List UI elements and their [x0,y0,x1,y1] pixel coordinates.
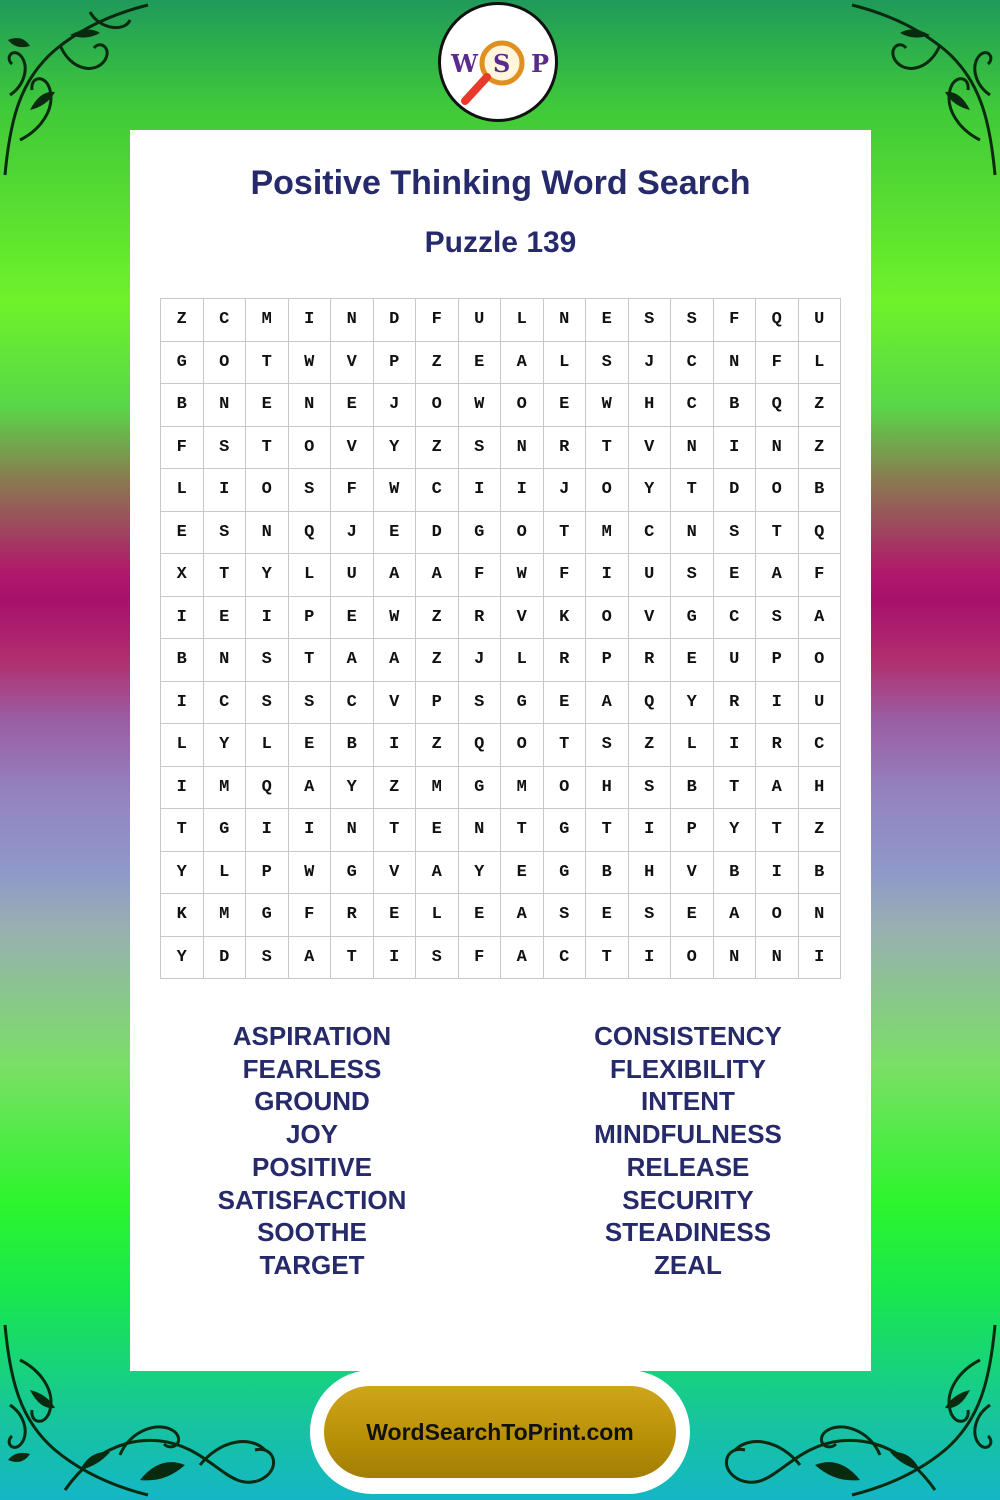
grid-cell[interactable]: B [586,852,629,895]
grid-cell[interactable]: I [374,937,417,980]
grid-cell[interactable]: T [544,724,587,767]
grid-cell[interactable]: O [586,469,629,512]
grid-cell[interactable]: B [331,724,374,767]
grid-cell[interactable]: F [714,299,757,342]
grid-cell[interactable]: P [246,852,289,895]
grid-cell[interactable]: S [544,894,587,937]
wsp-logo[interactable] [438,2,558,122]
grid-cell[interactable]: I [756,682,799,725]
grid-cell[interactable]: Q [629,682,672,725]
grid-cell[interactable]: Y [629,469,672,512]
grid-cell[interactable]: V [501,597,544,640]
grid-cell[interactable]: E [289,724,332,767]
grid-cell[interactable]: O [501,724,544,767]
bottom-scroll-flourish-left [60,1370,290,1500]
grid-cell[interactable]: P [756,639,799,682]
grid-cell[interactable]: L [799,342,842,385]
grid-cell[interactable]: I [161,682,204,725]
grid-cell[interactable]: E [374,894,417,937]
grid-cell[interactable]: E [714,554,757,597]
grid-cell[interactable]: W [289,342,332,385]
grid-cell[interactable]: U [629,554,672,597]
grid-cell[interactable]: A [331,639,374,682]
grid-cell[interactable]: R [544,427,587,470]
grid-cell[interactable]: T [289,639,332,682]
grid-cell[interactable]: G [331,852,374,895]
grid-cell[interactable]: O [756,894,799,937]
grid-cell[interactable]: I [289,809,332,852]
bottom-scroll-flourish-right [710,1370,940,1500]
grid-cell[interactable]: J [374,384,417,427]
grid-cell[interactable]: H [799,767,842,810]
grid-cell[interactable]: N [671,427,714,470]
grid-cell[interactable]: Y [161,937,204,980]
grid-cell[interactable]: Z [416,342,459,385]
grid-cell[interactable]: M [586,512,629,555]
grid-cell[interactable]: Y [374,427,417,470]
grid-cell[interactable]: T [756,512,799,555]
grid-cell[interactable]: S [629,299,672,342]
grid-cell[interactable]: Q [459,724,502,767]
grid-cell[interactable]: F [289,894,332,937]
logo-letter-p: P [531,49,550,78]
grid-cell[interactable]: S [246,682,289,725]
grid-cell[interactable]: T [586,427,629,470]
page-title: Positive Thinking Word Search [250,164,751,202]
grid-cell[interactable]: A [756,554,799,597]
grid-cell[interactable]: W [374,597,417,640]
grid-cell[interactable]: N [714,342,757,385]
grid-cell[interactable]: T [586,809,629,852]
grid-cell[interactable]: N [289,384,332,427]
grid-cell[interactable]: I [501,469,544,512]
grid-cell[interactable]: R [756,724,799,767]
grid-cell[interactable]: Y [161,852,204,895]
grid-cell[interactable]: Z [416,639,459,682]
grid-cell[interactable]: N [246,512,289,555]
grid-cell[interactable]: Z [799,384,842,427]
grid-cell[interactable]: I [714,724,757,767]
grid-cell[interactable]: V [671,852,714,895]
grid-cell[interactable]: O [416,384,459,427]
puzzle-number: Puzzle 139 [424,226,577,259]
grid-cell[interactable]: M [246,299,289,342]
grid-cell[interactable]: S [756,597,799,640]
grid-cell[interactable]: P [671,809,714,852]
grid-cell[interactable]: J [459,639,502,682]
grid-cell[interactable]: E [459,342,502,385]
grid-cell[interactable]: B [799,469,842,512]
grid-cell[interactable]: F [544,554,587,597]
grid-cell[interactable]: U [799,682,842,725]
grid-cell[interactable]: Y [204,724,247,767]
grid-cell[interactable]: C [799,724,842,767]
word-list-item: STEADINESS [604,1217,772,1248]
grid-cell[interactable]: S [416,937,459,980]
grid-cell[interactable]: I [799,937,842,980]
grid-cell[interactable]: Z [374,767,417,810]
grid-cell[interactable]: S [246,639,289,682]
grid-cell[interactable]: C [331,682,374,725]
grid-cell[interactable]: Z [416,724,459,767]
grid-cell[interactable]: E [246,384,289,427]
grid-cell[interactable]: C [714,597,757,640]
grid-cell[interactable]: E [416,809,459,852]
grid-cell[interactable]: M [204,894,247,937]
grid-cell[interactable]: S [204,512,247,555]
grid-cell[interactable]: B [161,384,204,427]
grid-cell[interactable]: V [629,597,672,640]
grid-cell[interactable]: Z [416,427,459,470]
grid-cell[interactable]: E [544,384,587,427]
grid-cell[interactable]: L [204,852,247,895]
grid-cell[interactable]: E [671,894,714,937]
grid-cell[interactable]: S [586,724,629,767]
grid-cell[interactable]: W [374,469,417,512]
site-link[interactable]: WordSearchToPrint.com [324,1386,676,1478]
grid-cell[interactable]: Y [246,554,289,597]
grid-cell[interactable]: O [544,767,587,810]
grid-cell[interactable]: G [459,767,502,810]
grid-cell[interactable]: A [799,597,842,640]
grid-cell[interactable]: H [629,384,672,427]
grid-cell[interactable]: S [629,767,672,810]
grid-cell[interactable]: T [544,512,587,555]
grid-cell[interactable]: A [416,554,459,597]
grid-cell[interactable]: L [501,299,544,342]
grid-cell[interactable]: G [671,597,714,640]
grid-cell[interactable]: N [756,427,799,470]
word-list-item: ZEAL [654,1249,722,1280]
grid-cell[interactable]: O [501,384,544,427]
grid-cell[interactable]: Z [629,724,672,767]
grid-cell[interactable]: J [331,512,374,555]
word-list-item: SATISFACTION [217,1184,407,1215]
grid-cell[interactable]: I [161,597,204,640]
grid-cell[interactable]: T [586,937,629,980]
grid-cell[interactable]: M [501,767,544,810]
grid-cell[interactable]: Q [756,384,799,427]
site-banner [310,1370,690,1494]
grid-cell[interactable]: E [459,894,502,937]
grid-cell[interactable]: Q [246,767,289,810]
grid-cell[interactable]: Y [459,852,502,895]
grid-cell[interactable]: N [204,384,247,427]
grid-cell[interactable]: Q [756,299,799,342]
grid-cell[interactable]: F [161,427,204,470]
grid-cell[interactable]: I [629,809,672,852]
grid-cell[interactable]: Y [331,767,374,810]
grid-cell[interactable]: C [671,342,714,385]
grid-cell[interactable]: T [714,767,757,810]
grid-cell[interactable]: E [586,299,629,342]
grid-cell[interactable]: A [374,639,417,682]
word-list-item: SOOTHE [257,1217,367,1248]
grid-cell[interactable]: D [204,937,247,980]
grid-cell[interactable]: T [331,937,374,980]
grid-cell[interactable]: O [586,597,629,640]
word-list-item: CONSISTENCY [594,1021,782,1051]
grid-cell[interactable]: B [161,639,204,682]
grid-cell[interactable]: S [586,342,629,385]
grid-cell[interactable]: E [331,597,374,640]
grid-cell[interactable]: P [289,597,332,640]
word-list-item: RELEASE [626,1151,750,1182]
grid-cell[interactable]: R [714,682,757,725]
grid-cell[interactable]: A [714,894,757,937]
grid-cell[interactable]: J [544,469,587,512]
word-list-item: GROUND [254,1086,370,1117]
grid-cell[interactable]: D [416,512,459,555]
grid-cell[interactable]: T [246,427,289,470]
grid-cell[interactable]: T [671,469,714,512]
grid-cell[interactable]: E [501,852,544,895]
grid-cell[interactable]: A [416,852,459,895]
grid-cell[interactable]: U [459,299,502,342]
grid-cell[interactable]: N [331,809,374,852]
grid-cell[interactable]: N [799,894,842,937]
grid-cell[interactable]: F [799,554,842,597]
word-list-item: FLEXIBILITY [610,1053,766,1084]
grid-cell[interactable]: A [374,554,417,597]
grid-cell[interactable]: A [586,682,629,725]
grid-cell[interactable]: Z [799,427,842,470]
grid-cell[interactable]: N [501,427,544,470]
grid-cell[interactable]: C [671,384,714,427]
grid-cell[interactable]: R [544,639,587,682]
grid-cell[interactable]: S [714,512,757,555]
grid-cell[interactable]: S [671,554,714,597]
grid-cell[interactable]: I [586,554,629,597]
grid-cell[interactable]: I [289,299,332,342]
grid-cell[interactable]: I [204,469,247,512]
word-list-right [538,1020,838,1282]
grid-cell[interactable]: L [161,724,204,767]
grid-cell[interactable]: R [459,597,502,640]
grid-cell[interactable]: F [459,937,502,980]
grid-cell[interactable]: S [671,299,714,342]
grid-cell[interactable]: N [671,512,714,555]
grid-cell[interactable]: Y [714,809,757,852]
grid-cell[interactable]: A [756,767,799,810]
grid-cell[interactable]: N [544,299,587,342]
grid-cell[interactable]: W [586,384,629,427]
grid-cell[interactable]: T [501,809,544,852]
grid-cell[interactable]: T [204,554,247,597]
word-list-item: MINDFULNESS [594,1119,782,1150]
grid-cell[interactable]: I [374,724,417,767]
grid-cell[interactable]: N [331,299,374,342]
grid-cell[interactable]: X [161,554,204,597]
grid-cell[interactable]: A [289,937,332,980]
grid-cell[interactable]: I [459,469,502,512]
grid-cell[interactable]: V [374,682,417,725]
grid-cell[interactable]: W [459,384,502,427]
grid-cell[interactable]: G [501,682,544,725]
grid-cell[interactable]: E [374,512,417,555]
grid-cell[interactable]: G [161,342,204,385]
grid-cell[interactable]: B [714,384,757,427]
grid-cell[interactable]: E [586,894,629,937]
grid-cell[interactable]: N [714,937,757,980]
grid-cell[interactable]: U [331,554,374,597]
grid-cell[interactable]: Q [799,512,842,555]
grid-cell[interactable]: H [586,767,629,810]
grid-cell[interactable]: P [586,639,629,682]
grid-cell[interactable]: T [756,809,799,852]
grid-cell[interactable]: H [629,852,672,895]
grid-cell[interactable]: J [629,342,672,385]
grid-cell[interactable]: G [544,852,587,895]
grid-cell[interactable]: F [459,554,502,597]
word-list-item: ASPIRATION [232,1021,392,1051]
grid-cell[interactable]: G [459,512,502,555]
grid-cell[interactable]: O [204,342,247,385]
grid-cell[interactable]: C [204,299,247,342]
grid-cell[interactable]: O [756,469,799,512]
grid-cell[interactable]: O [501,512,544,555]
grid-cell[interactable]: M [416,767,459,810]
grid-cell[interactable]: N [756,937,799,980]
corner-flourish-top-left [0,0,150,180]
grid-cell[interactable]: E [204,597,247,640]
grid-cell[interactable]: U [714,639,757,682]
grid-cell[interactable]: I [756,852,799,895]
grid-cell[interactable]: Z [161,299,204,342]
grid-cell[interactable]: S [289,682,332,725]
word-list-item: FEARLESS [242,1053,382,1084]
grid-cell[interactable]: A [501,342,544,385]
logo-letter-w: W [451,49,478,78]
grid-cell[interactable]: L [671,724,714,767]
grid-cell[interactable]: D [714,469,757,512]
grid-cell[interactable]: T [161,809,204,852]
grid-cell[interactable]: A [501,937,544,980]
word-list-item: INTENT [641,1086,735,1117]
grid-cell[interactable]: Q [289,512,332,555]
grid-cell[interactable]: O [289,427,332,470]
puzzle-panel [130,130,871,1371]
word-list-item: JOY [285,1119,339,1150]
grid-cell[interactable]: S [459,427,502,470]
grid-cell[interactable]: O [671,937,714,980]
grid-cell[interactable]: V [331,342,374,385]
grid-cell[interactable]: S [289,469,332,512]
grid-cell[interactable]: T [374,809,417,852]
grid-cell[interactable]: V [629,427,672,470]
grid-cell[interactable]: P [374,342,417,385]
grid-cell[interactable]: C [629,512,672,555]
grid-cell[interactable]: A [501,894,544,937]
grid-cell[interactable]: G [544,809,587,852]
grid-cell[interactable]: Z [416,597,459,640]
grid-cell[interactable]: C [544,937,587,980]
grid-cell[interactable]: O [246,469,289,512]
grid-cell[interactable]: W [501,554,544,597]
grid-cell[interactable]: L [544,342,587,385]
grid-cell[interactable]: S [204,427,247,470]
word-list-left [162,1020,462,1282]
grid-cell[interactable]: L [161,469,204,512]
grid-cell[interactable]: C [416,469,459,512]
grid-cell[interactable]: S [459,682,502,725]
grid-cell[interactable]: N [204,639,247,682]
grid-cell[interactable]: I [246,597,289,640]
grid-cell[interactable]: W [289,852,332,895]
logo-letter-s: S [493,49,511,78]
grid-cell[interactable]: D [374,299,417,342]
grid-cell[interactable]: I [246,809,289,852]
grid-cell[interactable]: B [671,767,714,810]
grid-cell[interactable]: S [629,894,672,937]
grid-cell[interactable]: L [501,639,544,682]
grid-cell[interactable]: E [671,639,714,682]
corner-flourish-top-right [850,0,1000,180]
grid-cell[interactable]: B [714,852,757,895]
grid-cell[interactable]: R [629,639,672,682]
grid-cell[interactable]: R [331,894,374,937]
grid-cell[interactable]: L [289,554,332,597]
grid-cell[interactable]: F [416,299,459,342]
grid-cell[interactable]: C [204,682,247,725]
grid-cell[interactable]: F [331,469,374,512]
grid-cell[interactable]: A [289,767,332,810]
grid-cell[interactable]: I [714,427,757,470]
grid-cell[interactable]: G [246,894,289,937]
grid-cell[interactable]: F [756,342,799,385]
grid-cell[interactable]: V [331,427,374,470]
grid-cell[interactable]: S [246,937,289,980]
grid-cell[interactable]: L [416,894,459,937]
grid-cell[interactable]: U [799,299,842,342]
word-list-item: TARGET [259,1249,365,1280]
grid-cell[interactable]: O [799,639,842,682]
word-list-item: POSITIVE [252,1151,372,1182]
grid-cell[interactable]: K [161,894,204,937]
grid-cell[interactable]: L [246,724,289,767]
grid-cell[interactable]: E [161,512,204,555]
grid-cell[interactable]: I [161,767,204,810]
grid-cell[interactable]: P [416,682,459,725]
grid-cell[interactable]: G [204,809,247,852]
grid-cell[interactable]: K [544,597,587,640]
grid-cell[interactable]: E [544,682,587,725]
grid-cell[interactable]: V [374,852,417,895]
letter-grid [160,298,841,979]
grid-cell[interactable]: M [204,767,247,810]
grid-cell[interactable]: N [459,809,502,852]
word-list-item: SECURITY [622,1184,754,1215]
grid-cell[interactable]: E [331,384,374,427]
grid-cell[interactable]: Y [671,682,714,725]
grid-cell[interactable]: T [246,342,289,385]
grid-cell[interactable]: I [629,937,672,980]
grid-cell[interactable]: Z [799,809,842,852]
grid-cell[interactable]: B [799,852,842,895]
